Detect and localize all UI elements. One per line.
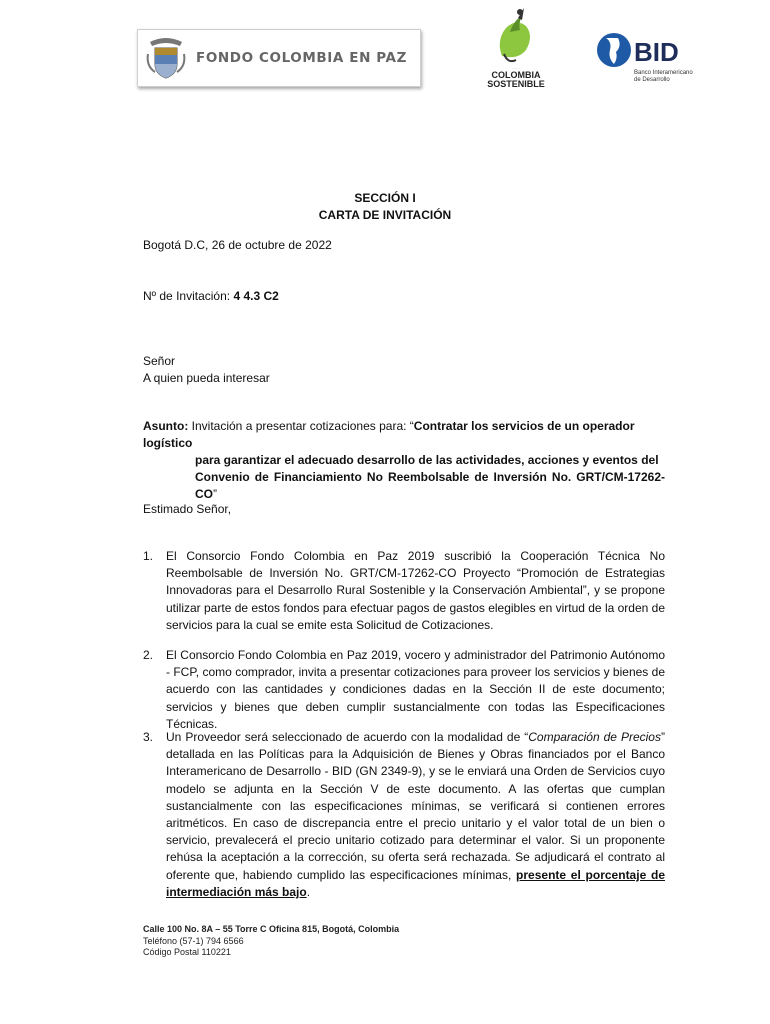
colombia-sostenible-logo xyxy=(482,6,550,90)
subject-line3: Convenio de Financiamiento No Reembolsable de Inversión No. GRT/CM-17262-CO xyxy=(195,470,665,501)
subject-line1: Contratar los servicios de un operador logístico xyxy=(143,419,635,450)
bid-logo xyxy=(596,28,718,86)
item3-end: . xyxy=(306,884,311,899)
subject-continuation-2 xyxy=(143,469,665,503)
item3-italic: Comparación de Precios xyxy=(528,730,661,744)
list-number: 1. xyxy=(143,549,154,563)
subject-intro: Invitación a presentar cotizaciones para: “ xyxy=(188,419,414,433)
fondo-colombia-en-paz-logo xyxy=(137,29,421,87)
list-text: El Consorcio Fondo Colombia en Paz 2019, vocero y administrador del Patrimonio Autónomo - FCP, como comprador, invita a presentar cotizaciones para proveer los servicios y bienes de acuerdo con las cantidades y condiciones dadas en la Sección II de este documento; servicios y bienes que deben cumplir sustancialmente con todas las Especificaciones Técnicas. xyxy=(166,648,665,731)
greeting: Estimado Señor, xyxy=(143,502,232,516)
subject-continuation xyxy=(143,452,665,469)
footer-phone: Teléfono (57-1) 794 6566 xyxy=(143,935,244,946)
date-line: Bogotá D.C, 26 de octubre de 2022 xyxy=(143,238,332,252)
list-item-1 xyxy=(143,548,665,634)
sostenible-text: SOSTENIBLE xyxy=(487,79,545,89)
subject-block xyxy=(143,418,665,503)
list-number: 2. xyxy=(143,648,154,662)
invitation-number: 4 4.3 C2 xyxy=(233,289,279,303)
recipient-line2: A quien pueda interesar xyxy=(143,371,270,385)
list-item-3 xyxy=(143,729,665,901)
bid-name-line2: de Desarrollo xyxy=(634,77,670,83)
list-number: 3. xyxy=(143,730,154,744)
footer xyxy=(143,924,399,959)
list-text xyxy=(166,729,665,901)
fcp-name-text: FONDO COLOMBIA EN PAZ xyxy=(196,50,407,66)
svg-text:········: ········ xyxy=(512,66,520,70)
item3-underline: presente el porcentaje de intermediación más bajo xyxy=(166,867,665,899)
hummingbird-icon xyxy=(500,8,530,61)
list-text: El Consorcio Fondo Colombia en Paz 2019 suscribió la Cooperación Técnica No Reembolsable de Inversión No. GRT/CM-17262-CO Proyecto “Promoción de Estrategias Innovadoras para el Desarrollo Rural Sostenible y la Conservación Ambiental”, y se propone utilizar parte de estos fondos para efectuar pagos de gastos elegibles en virtud de la orden de servicios para la cual se emite esta Solicitud de Cotizaciones. xyxy=(166,549,665,632)
subject-label: Asunto: xyxy=(143,419,189,433)
section-subtitle: CARTA DE INVITACIÓN xyxy=(318,208,452,222)
bid-name-line1: Banco Interamericano xyxy=(634,70,693,76)
invitation-label: Nº de Invitación: xyxy=(143,289,234,303)
item3-pre: Un Proveedor será seleccionado de acuerdo con la modalidad de “ xyxy=(166,730,529,744)
invitation-line xyxy=(143,289,279,303)
recipient-line1: Señor xyxy=(143,354,176,368)
footer-postal: Código Postal 110221 xyxy=(143,947,231,957)
bid-acronym: BID xyxy=(634,37,679,67)
colombia-coat-of-arms-icon xyxy=(146,36,186,80)
footer-address: Calle 100 No. 8A – 55 Torre C Oficina 815, Bogotá, Colombia xyxy=(143,924,400,934)
subject-close: ” xyxy=(213,487,217,501)
globe-icon xyxy=(597,33,631,67)
colombia-text: COLOMBIA xyxy=(491,70,541,80)
item3-mid: ” detallada en las Políticas para la Adquisición de Bienes y Obras financiados por el Banco Interamericano de Desarrollo - BID (GN 2349-9), y se le enviará una Orden de Servicios cuyo modelo se adjunta en la Sección V de este documento. A las ofertas que cumplan sustancialmente con las especificaciones mínimas, se verificará si contienen errores aritméticos. En caso de discrepancia entre el precio unitario y el valor total de un bien o servicio, prevalecerá el precio unitario cotizado para determinar el valor. Si un proponente rehúsa la aceptación a la corrección, su oferta será rechazada. Se adjudicará el contrato al oferente que, habiendo cumplido las especificaciones mínimas, xyxy=(166,730,665,882)
list-item-2 xyxy=(143,647,665,733)
section-title: SECCIÓN I xyxy=(354,191,416,205)
subject-line2: para garantizar el adecuado desarrollo de las actividades, acciones y eventos del xyxy=(195,453,659,467)
